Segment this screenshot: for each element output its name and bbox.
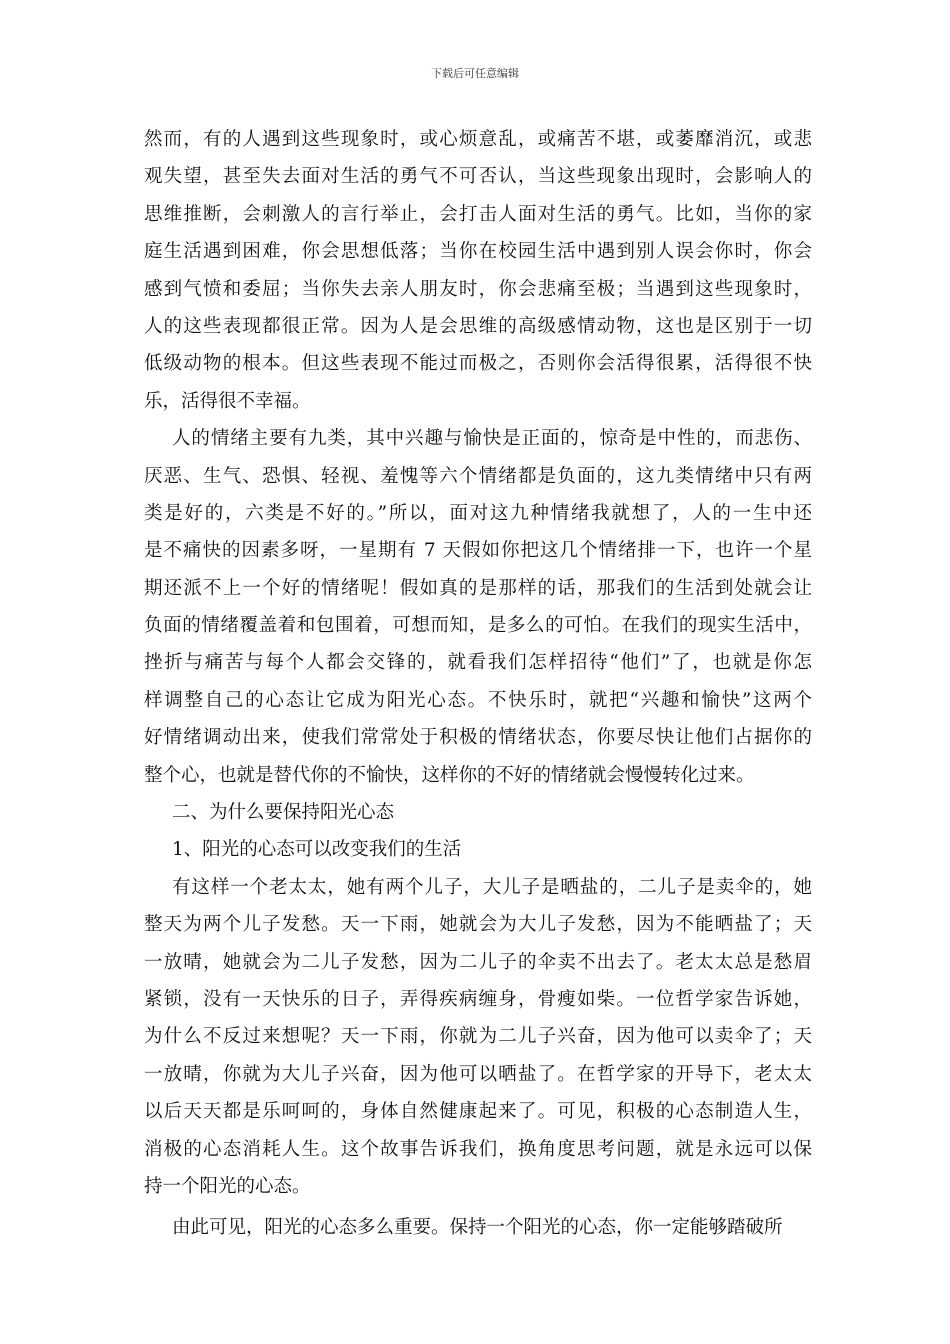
text-line: 为什么不反过来想呢？天一下雨，你就为二儿子兴奋，因为他可以卖伞了；天 — [144, 1026, 812, 1048]
text-line: 人的情绪主要有九类，其中兴趣与愉快是正面的，惊奇是中性的，而悲伤、 — [172, 428, 812, 450]
text-line: 庭生活遇到困难，你会思想低落；当你在校园生活中遇到别人误会你时，你会 — [144, 241, 812, 263]
text-line: 人的这些表现都很正常。因为人是会思维的高级感情动物，这也是区别于一切 — [144, 315, 812, 337]
text-line: 消极的心态消耗人生。这个故事告诉我们，换角度思考问题，就是永远可以保 — [144, 1138, 812, 1160]
text-line: 低级动物的根本。但这些表现不能过而极之，否则你会活得很累，活得很不快 — [144, 353, 812, 375]
text-line: 有这样一个老太太，她有两个儿子，大儿子是晒盐的，二儿子是卖伞的，她 — [172, 876, 812, 898]
text-line: 1、阳光的心态可以改变我们的生活 — [172, 839, 462, 861]
text-line: 整个心，也就是替代你的不愉快，这样你的不好的情绪就会慢慢转化过来。 — [144, 764, 755, 786]
text-line: 思维推断，会刺激人的言行举止，会打击人面对生活的勇气。比如，当你的家 — [144, 203, 812, 225]
text-line: 由此可见，阳光的心态多么重要。保持一个阳光的心态，你一定能够踏破所 — [172, 1217, 783, 1239]
text-line: 厌恶、生气、恐惧、轻视、羞愧等六个情绪都是负面的，这九类情绪中只有两 — [144, 465, 812, 487]
text-line: 以后天天都是乐呵呵的，身体自然健康起来了。可见，积极的心态制造人生， — [144, 1101, 812, 1123]
text-line: 好情绪调动出来，使我们常常处于积极的情绪状态，你要尽快让他们占据你的 — [144, 727, 812, 749]
text-line: 挫折与痛苦与每个人都会交锋的，就看我们怎样招待“他们”了，也就是你怎 — [144, 652, 812, 674]
text-line: 样调整自己的心态让它成为阳光心态。不快乐时，就把“兴趣和愉快”这两个 — [144, 689, 812, 711]
text-line: 二、为什么要保持阳光心态 — [172, 802, 395, 824]
paragraph — [144, 420, 812, 794]
text-line: 整天为两个儿子发愁。天一下雨，她就会为大儿子发愁，因为不能晒盐了；天 — [144, 914, 812, 936]
text-line: 持一个阳光的心态。 — [144, 1175, 311, 1197]
paragraph — [144, 1209, 812, 1246]
page-header: 下载后可任意编辑 — [431, 67, 519, 80]
text-line: 观失望，甚至失去面对生活的勇气不可否认，当这些现象出现时，会影响人的 — [144, 166, 812, 188]
paragraph — [144, 794, 812, 831]
text-line: 然而，有的人遇到这些现象时，或心烦意乱，或痛苦不堪，或萎靡消沉，或悲 — [144, 129, 812, 150]
text-line: 负面的情绪覆盖着和包围着，可想而知，是多么的可怕。在我们的现实生活中， — [144, 615, 812, 637]
text-line: 乐，活得很不幸福。 — [144, 390, 311, 412]
paragraph — [144, 831, 812, 868]
paragraph — [144, 121, 812, 420]
document-body — [144, 121, 812, 1247]
text-line: 一放晴，你就为大儿子兴奋，因为他可以晒盐了。在哲学家的开导下，老太太 — [144, 1063, 812, 1085]
text-line: 一放晴，她就会为二儿子发愁，因为二儿子的伞卖不出去了。老太太总是愁眉 — [144, 951, 812, 973]
text-line: 类是好的，六类是不好的。”所以，面对这九种情绪我就想了，人的一生中还 — [144, 502, 812, 524]
text-line: 紧锁，没有一天快乐的日子，弄得疾病缠身，骨瘦如柴。一位哲学家告诉她， — [144, 988, 812, 1010]
text-line: 期还派不上一个好的情绪呢！假如真的是那样的话，那我们的生活到处就会让 — [144, 577, 812, 599]
text-line: 感到气愤和委屈；当你失去亲人朋友时，你会悲痛至极；当遇到这些现象时， — [144, 278, 812, 300]
text-line: 是不痛快的因素多呀，一星期有 7 天假如你把这几个情绪排一下，也许一个星 — [144, 540, 812, 562]
paragraph — [144, 869, 812, 1206]
